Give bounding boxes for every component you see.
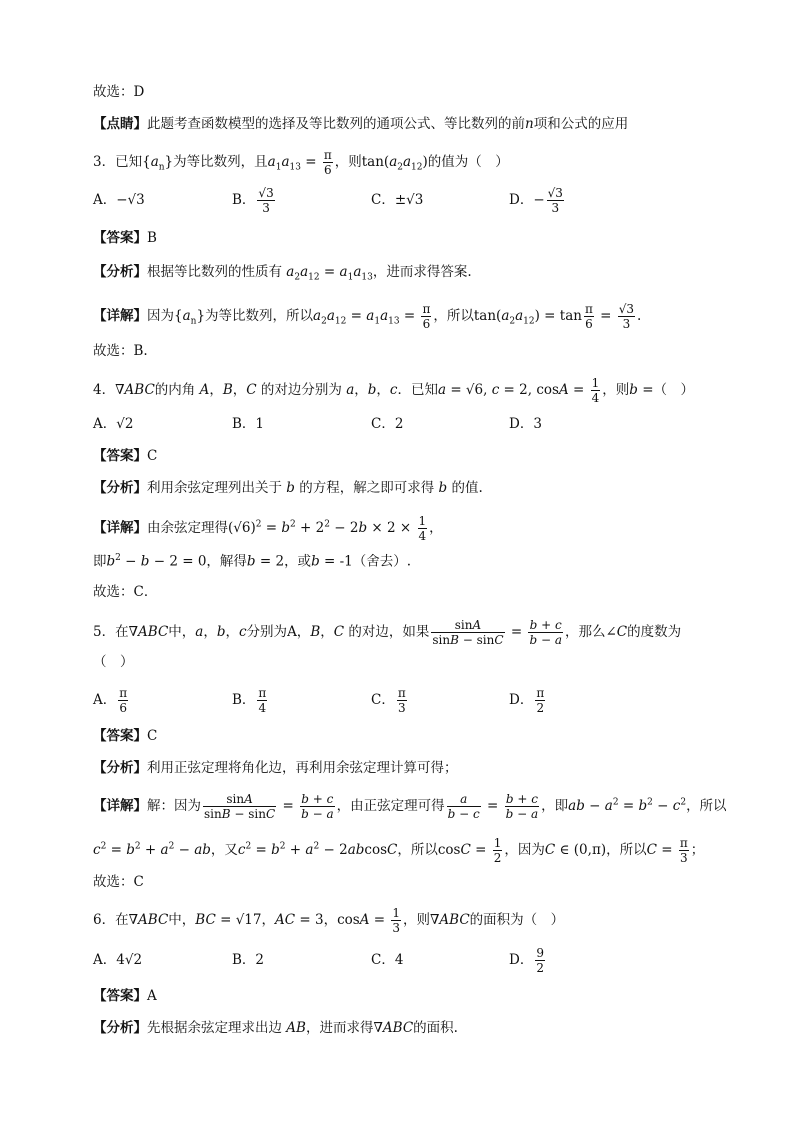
q6-option-b: B．2 [232,952,265,968]
q4-option-b: B．1 [232,416,265,432]
q3-option-d: D．− $\frac{√3}{3}$ [509,186,563,215]
q5-option-d: D． $\frac{\pi}{2}$ [509,686,545,715]
q4-detail: 【详解】由余弦定理得$(√6)^2 = b^2 + 2^2 - 2b \times 2$ × $\frac{1}{4}$ ， [93,514,443,543]
q4-option-c: C．2 [371,416,404,432]
q3-option-c: C．±√3 [371,192,424,208]
q6-option-d: D． $\frac{9}{2}$ [509,946,544,975]
answer-line-d: 故选：D [93,84,145,100]
q5-answer: 【答案】C [93,728,158,744]
q5-end: 故选：C [93,874,144,890]
q3-option-b: B． $\frac{√3}{3}$ [232,186,274,215]
fraction: $\frac{\pi}{6}$ [323,148,332,177]
q5-option-b: B． $\frac{\pi}{4}$ [232,686,267,715]
q5-analysis: 【分析】利用正弦定理将角化边，再利用余弦定理计算可得； [93,760,458,776]
q3-end: 故选：B. [93,343,148,359]
note-line: 【点睛】此题考查函数模型的选择及等比数列的通项公式、等比数列的前n项和公式的应用 [93,116,629,132]
q4-option-a: A．√2 [93,416,134,432]
q5-detail-2: $c^2 = b^2 + a^2$ − ab，又$c^2 = b^2 + a^2 - 2abcosC$，所以cosC = $\frac{1}{2}$ ，因为C ∈ (0,π)，所以C = $\frac{\pi}{3}$ ； [93,836,705,865]
question-4: 4．∇ABC的内角 A，B，C 的对边分别为 a，b，c．已知a = √6, c = 2, cosA = $\frac{1}{4}$ ，则b =（ ） [93,376,695,405]
q5-detail: 【详解】解：因为 $\frac{\sin A}{\sin B - \sin C}$ = $\frac{b + c}{b - a}$ ，由正弦定理可得 $\frac{a}{b - c}$ = $\frac{b + c}{b - a}$ ，即ab − $a^2 = b^2 - c^2$，所以 [93,792,727,821]
question-6: 6．在∇ABC中，BC = √17，AC = 3，cosA = $\frac{1}{3}$ ，则∇ABC的面积为（ ） [93,906,565,935]
q5-option-c: C． $\frac{\pi}{3}$ [371,686,406,715]
question-5: 5．在∇ABC中，a，b，c分别为A，B，C 的对边，如果 $\frac{\sin A}{\sin B - \sin C}$ = $\frac{b + c}{b - a}$ ，那么∠C的度数为 [93,618,682,647]
q6-answer: 【答案】A [93,988,157,1004]
q4-analysis: 【分析】利用余弦定理列出关于 b 的方程，解之即可求得 b 的值. [93,480,483,496]
q5-option-a: A． $\frac{\pi}{6}$ [93,686,128,715]
q4-option-d: D．3 [509,416,542,432]
q3-detail: 【详解】因为$\{a_n\}$为等比数列，所以$a_2a_{12} = a_1a_{13}$ = $\frac{\pi}{6}$ ，所以$\tan(a_2a_{12}) = \tan$ $\frac{\pi}{6}$ = $\frac{√3}{3}$ . [93,302,642,331]
q3-analysis: 【分析】根据等比数列的性质有 $a_2a_{12} = a_1a_{13}$，进而求得答案. [93,264,472,283]
q4-end: 故选：C． [93,584,158,600]
q3-option-a: A．−√3 [93,192,145,208]
q6-option-a: A．4√2 [93,952,143,968]
q6-analysis: 【分析】先根据余弦定理求出边 AB，进而求得∇ABC的面积. [93,1020,458,1036]
q6-option-c: C．4 [371,952,404,968]
question-3: 3．已知$\{a_n\}$为等比数列，且$a_1a_{13}$ = $\frac{\pi}{6}$ ，则$\tan(a_2a_{12})$的值为（ ） [93,148,509,177]
q5-paren: （ ） [93,654,134,670]
q4-answer: 【答案】C [93,448,158,464]
q4-detail-2: 即$b^2 - b - 2 = 0$，解得b = 2，或b = -1（舍去）. [93,553,412,570]
q3-answer: 【答案】B [93,230,157,246]
